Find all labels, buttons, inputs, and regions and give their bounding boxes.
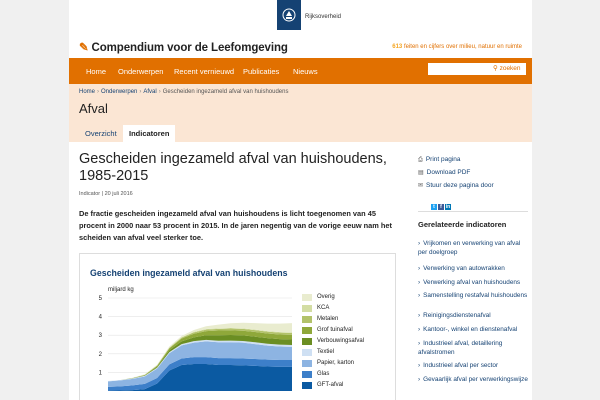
tagline-count: 613 bbox=[392, 44, 403, 50]
related-indicator-label: Reinigingsdienstenafval bbox=[423, 312, 491, 319]
legend-item[interactable] bbox=[302, 305, 382, 313]
nav-publicaties[interactable]: Publicaties bbox=[243, 67, 280, 76]
y-tick-label: 5 bbox=[98, 296, 102, 302]
legend-swatch bbox=[302, 316, 312, 323]
chart-card bbox=[79, 253, 396, 400]
legend-item[interactable] bbox=[302, 294, 382, 302]
page bbox=[69, 0, 532, 400]
related-indicator-label: Vrijkomen en verwerking van afval per doelgroep bbox=[418, 240, 521, 256]
related-indicator-label: Industrieel afval, detaillering afvalstromen bbox=[418, 340, 503, 356]
twitter-icon[interactable]: t bbox=[431, 204, 437, 210]
site-tagline bbox=[392, 44, 522, 50]
envelope-icon: ✉ bbox=[418, 183, 424, 189]
y-tick-label: 4 bbox=[98, 314, 102, 321]
related-indicator-link[interactable] bbox=[418, 375, 528, 384]
page-title-line1: Gescheiden ingezameld afval van huishoudens, bbox=[79, 151, 387, 167]
legend-label: Overig bbox=[317, 294, 335, 300]
search-input[interactable] bbox=[428, 63, 491, 75]
search-button[interactable] bbox=[491, 63, 526, 75]
government-logo[interactable] bbox=[277, 0, 301, 30]
related-indicator-label: Kantoor-, winkel en dienstenafval bbox=[423, 326, 518, 333]
legend-label: GFT-afval bbox=[317, 382, 344, 388]
breadcrumb bbox=[79, 89, 288, 95]
chevron-right-icon: › bbox=[418, 265, 421, 272]
legend-swatch bbox=[302, 371, 312, 378]
breadcrumb-afval[interactable]: Afval bbox=[143, 89, 157, 95]
legend-swatch bbox=[302, 327, 312, 334]
related-indicators-heading: Gerelateerde indicatoren bbox=[418, 220, 507, 229]
crown-icon bbox=[281, 7, 297, 23]
page-title bbox=[79, 151, 399, 185]
sidebar-divider bbox=[418, 211, 528, 212]
print-page-label: Print pagina bbox=[425, 156, 461, 163]
breadcrumb-home[interactable]: Home bbox=[79, 89, 96, 95]
legend-swatch bbox=[302, 305, 312, 312]
tab-overzicht[interactable]: Overzicht bbox=[85, 129, 117, 138]
page-title-line2: 1985-2015 bbox=[79, 168, 149, 184]
government-name: Rijksoverheid bbox=[305, 14, 342, 20]
nav-onderwerpen[interactable]: Onderwerpen bbox=[118, 67, 164, 76]
facebook-icon[interactable]: f bbox=[438, 204, 444, 210]
related-indicator-link[interactable] bbox=[418, 278, 528, 287]
legend-label: Papier, karton bbox=[317, 360, 355, 366]
legend-swatch bbox=[302, 338, 312, 345]
related-indicator-label: Samenstelling restafval huishoudens bbox=[423, 292, 528, 299]
legend-swatch bbox=[302, 382, 312, 389]
search-button-label: zoeken bbox=[499, 65, 521, 72]
send-page-label: Stuur deze pagina door bbox=[426, 182, 494, 189]
chevron-right-icon: › bbox=[418, 376, 421, 383]
pencil-icon: ✎ bbox=[79, 42, 89, 54]
legend-swatch bbox=[302, 294, 312, 301]
related-indicator-label: Verwerking van autowrakken bbox=[423, 265, 505, 272]
tab-indicatoren[interactable]: Indicatoren bbox=[123, 125, 175, 142]
legend-item[interactable] bbox=[302, 338, 382, 346]
legend-item[interactable] bbox=[302, 360, 382, 368]
chevron-right-icon: › bbox=[418, 279, 421, 286]
nav-recent-vernieuwd[interactable]: Recent vernieuwd bbox=[174, 67, 235, 76]
related-indicator-link[interactable] bbox=[418, 339, 528, 357]
document-icon: ▤ bbox=[418, 170, 424, 176]
chevron-right-icon: › bbox=[418, 312, 421, 319]
related-indicator-link[interactable] bbox=[418, 291, 528, 300]
site-header bbox=[69, 36, 532, 58]
chevron-right-icon: › bbox=[158, 89, 161, 95]
legend-label: Metalen bbox=[317, 316, 339, 322]
nav-nieuws[interactable]: Nieuws bbox=[293, 67, 318, 76]
related-indicator-label: Industrieel afval per sector bbox=[423, 362, 499, 369]
legend-item[interactable] bbox=[302, 371, 382, 379]
legend-item[interactable] bbox=[302, 327, 382, 335]
chevron-right-icon: › bbox=[139, 89, 142, 95]
y-axis-unit-label: miljard kg bbox=[108, 287, 134, 293]
site-title[interactable] bbox=[79, 40, 288, 54]
chevron-right-icon: › bbox=[97, 89, 100, 95]
download-pdf-link[interactable] bbox=[418, 169, 470, 176]
related-indicator-label: Verwerking afval van huishoudens bbox=[423, 279, 521, 286]
article-lead: De fractie gescheiden ingezameld afval van huishoudens is licht toegenomen van 45 procent in 2000 naar 53 procent in 2015. In de jaren negentig van de vorige eeuw nam het scheiden van afval veel sterker toe. bbox=[79, 209, 392, 242]
related-indicator-link[interactable] bbox=[418, 311, 528, 320]
legend-swatch bbox=[302, 349, 312, 356]
legend-item[interactable] bbox=[302, 382, 382, 390]
chevron-right-icon: › bbox=[418, 240, 421, 247]
breadcrumb-onderwerpen[interactable]: Onderwerpen bbox=[101, 89, 138, 95]
site-title-text: Compendium voor de Leefomgeving bbox=[91, 42, 288, 54]
article-meta: Indicator | 20 juli 2016 bbox=[79, 191, 133, 197]
related-indicator-link[interactable] bbox=[418, 264, 528, 273]
related-indicator-link[interactable] bbox=[418, 325, 528, 334]
print-page-link[interactable] bbox=[418, 156, 461, 164]
linkedin-icon[interactable]: in bbox=[445, 204, 451, 210]
related-indicator-link[interactable] bbox=[418, 361, 528, 370]
y-tick-label: 3 bbox=[98, 333, 102, 340]
government-bar bbox=[69, 0, 532, 36]
legend-swatch bbox=[302, 360, 312, 367]
y-tick-label: 2 bbox=[98, 351, 102, 358]
legend-label: Verbouwingsafval bbox=[317, 338, 365, 344]
related-indicator-label: Gevaarlijk afval per verwerkingswijze bbox=[423, 376, 528, 383]
chevron-right-icon: › bbox=[418, 340, 421, 347]
chevron-right-icon: › bbox=[418, 292, 421, 299]
tagline-text: feiten en cijfers over milieu, natuur en ruimte bbox=[403, 44, 522, 50]
download-pdf-label: Download PDF bbox=[426, 169, 471, 176]
legend-label: Textiel bbox=[317, 349, 335, 355]
main-navigation bbox=[69, 58, 532, 84]
section-header bbox=[69, 84, 532, 142]
legend-label: Grof tuinafval bbox=[317, 327, 353, 333]
chart-title: Gescheiden ingezameld afval van huishoudens bbox=[90, 268, 288, 278]
legend-label: KCA bbox=[317, 305, 330, 311]
nav-home[interactable]: Home bbox=[86, 67, 107, 76]
section-title: Afval bbox=[79, 101, 108, 116]
legend-item[interactable] bbox=[302, 349, 382, 357]
search-icon: ⚲ bbox=[493, 65, 498, 72]
breadcrumb-current: Gescheiden ingezameld afval van huishoudens bbox=[162, 89, 289, 95]
send-page-link[interactable] bbox=[418, 182, 494, 189]
related-indicator-link[interactable] bbox=[418, 239, 528, 257]
chevron-right-icon: › bbox=[418, 326, 421, 333]
legend-item[interactable] bbox=[302, 316, 382, 324]
chevron-right-icon: › bbox=[418, 362, 421, 369]
printer-icon: ⎙ bbox=[418, 157, 423, 163]
legend-label: Glas bbox=[317, 371, 330, 377]
y-tick-label: 1 bbox=[98, 370, 102, 377]
